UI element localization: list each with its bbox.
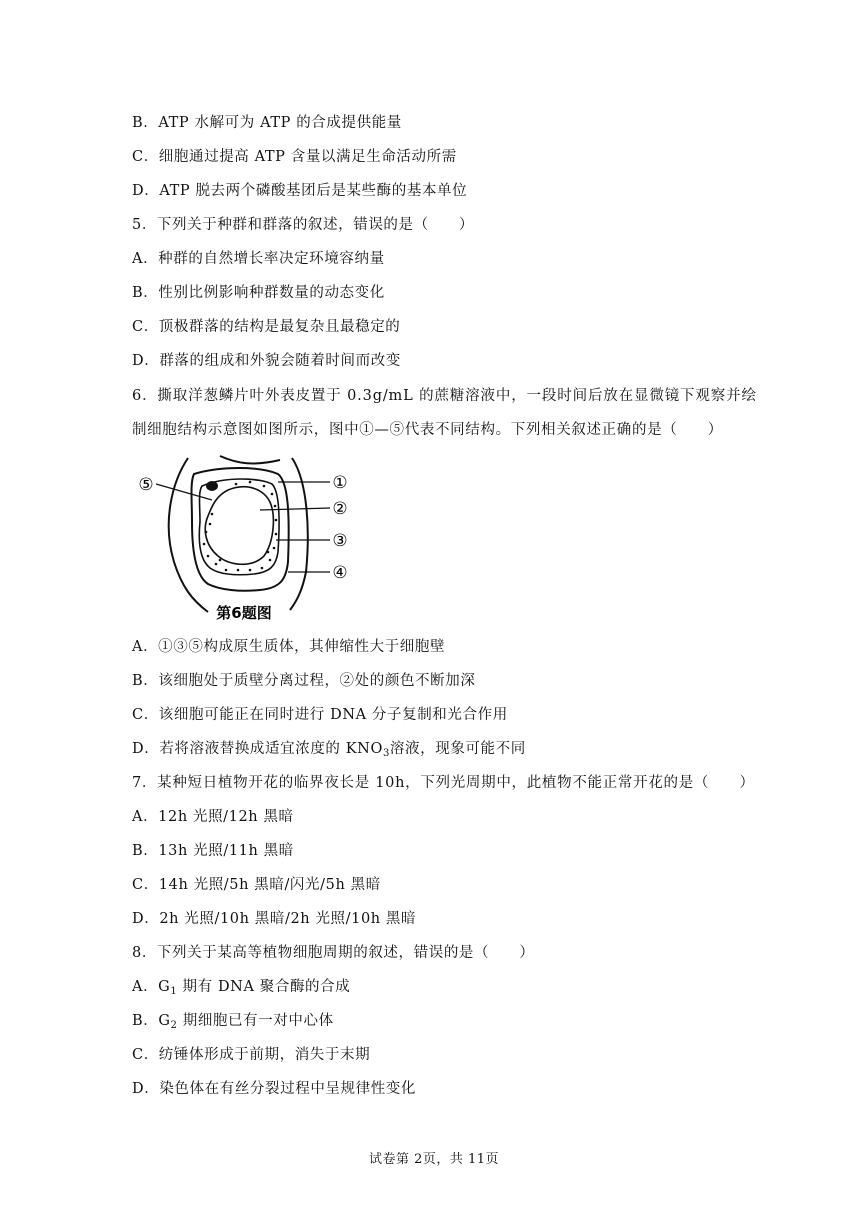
option-5a: A．种群的自然增长率决定环境容纳量: [132, 251, 385, 267]
option-6d-text-end: 溶液，现象可能不同: [389, 741, 526, 757]
label-4: ④: [332, 563, 348, 583]
leader-2: [260, 508, 330, 510]
cell-membrane: [199, 479, 279, 575]
tonoplast: [205, 487, 273, 564]
option-4b: B．ATP 水解可为 ATP 的合成提供能量: [132, 115, 402, 131]
option-8a-text-end: 期有 DNA 聚合酶的合成: [177, 979, 351, 995]
option-7c: C．14h 光照/5h 黑暗/闪光/5h 黑暗: [132, 877, 381, 893]
option-6c: C．该细胞可能正在同时进行 DNA 分子复制和光合作用: [132, 707, 508, 723]
subscript-3: 3: [382, 748, 390, 759]
option-4c: C．细胞通过提高 ATP 含量以满足生命活动所需: [132, 149, 457, 165]
option-8b: [132, 1011, 334, 1031]
cell-diagram-svg: [130, 452, 370, 628]
option-8b-text-end: 期细胞已有一对中心体: [177, 1013, 334, 1029]
option-8d: D．染色体在有丝分裂过程中呈规律性变化: [132, 1081, 417, 1097]
option-5c: C．顶极群落的结构是最复杂且最稳定的: [132, 319, 401, 335]
option-8a: [132, 977, 350, 997]
page-footer: 试卷第 2页，共 11页: [368, 1152, 500, 1167]
option-8b-text: B．G: [132, 1013, 171, 1029]
leader-5: [156, 484, 212, 500]
question-8: 8．下列关于某高等植物细胞周期的叙述，错误的是（ ）: [132, 945, 535, 961]
question-6-line-2: 制细胞结构示意图如图所示，图中①—⑤代表不同结构。下列相关叙述正确的是（ ）: [132, 422, 723, 438]
option-6a: A．①③⑤构成原生质体，其伸缩性大于细胞壁: [132, 639, 446, 655]
option-5b: B．性别比例影响种群数量的动态变化: [132, 285, 385, 301]
option-6d: [132, 739, 526, 759]
neighbor-wall-left: [169, 458, 208, 612]
option-4d: D．ATP 脱去两个磷酸基团后是某些酶的基本单位: [132, 183, 468, 199]
figure-caption: 第6题图: [216, 604, 272, 622]
nucleus: [206, 481, 218, 491]
subscript-2: 2: [170, 1020, 178, 1031]
question-6-line-1: 6．撕取洋葱鳞片叶外表皮置于 0.3g/mL 的蔗糖溶液中，一段时间后放在显微镜下观察并绘: [132, 388, 757, 404]
question-7: 7．某种短日植物开花的临界夜长是 10h，下列光周期中，此植物不能正常开花的是（ ）: [132, 775, 755, 791]
question-5: 5．下列关于种群和群落的叙述，错误的是（ ）: [132, 217, 475, 233]
option-7d: D．2h 光照/10h 黑暗/2h 光照/10h 黑暗: [132, 911, 417, 927]
label-3: ③: [332, 531, 348, 551]
option-6b: B．该细胞处于质壁分离过程，②处的颜色不断加深: [132, 673, 476, 689]
option-6d-text: D．若将溶液替换成适宜浓度的 KNO: [132, 741, 383, 757]
option-7b: B．13h 光照/11h 黑暗: [132, 843, 294, 859]
subscript-1: 1: [170, 986, 178, 997]
option-8c: C．纺锤体形成于前期，消失于末期: [132, 1047, 371, 1063]
neighbor-wall-top: [220, 456, 280, 463]
cytoplasm-dots: [203, 481, 278, 572]
option-5d: D．群落的组成和外貌会随着时间而改变: [132, 353, 401, 369]
neighbor-wall-right: [290, 458, 308, 610]
option-8a-text: A．G: [132, 979, 171, 995]
label-1: ①: [332, 473, 348, 493]
cell-diagram: [130, 452, 370, 628]
option-7a: A．12h 光照/12h 黑暗: [132, 809, 294, 825]
label-5: ⑤: [138, 475, 154, 495]
label-2: ②: [332, 499, 348, 519]
